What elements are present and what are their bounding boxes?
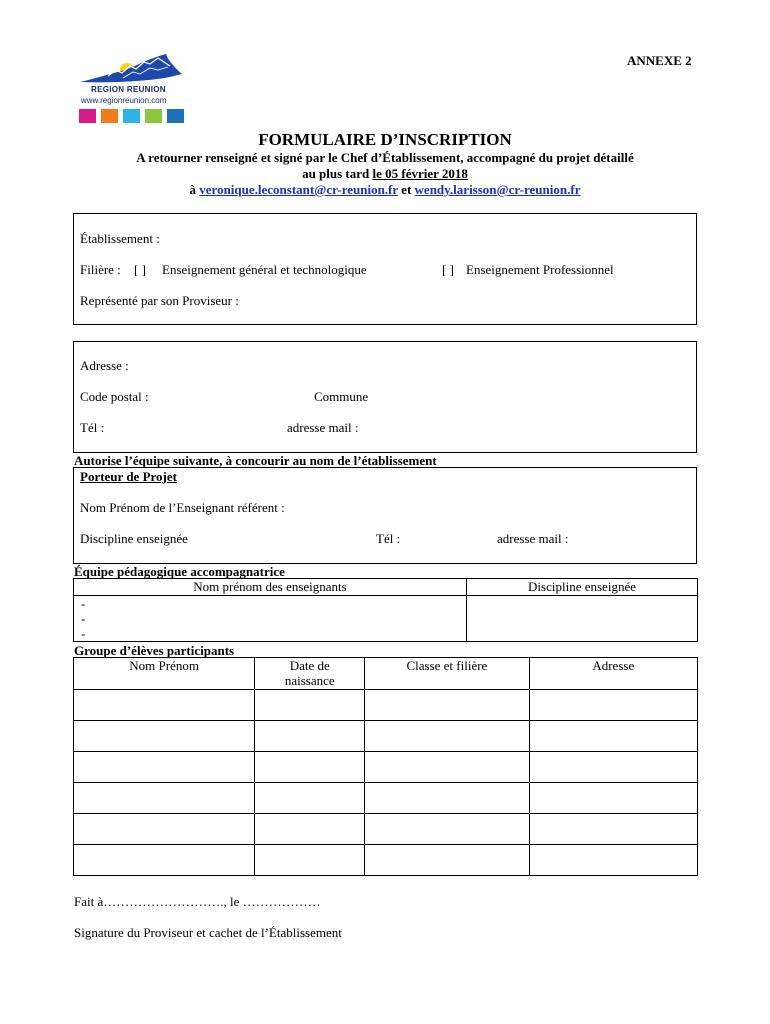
table-cell[interactable]: [255, 845, 365, 876]
table-cell[interactable]: [529, 721, 697, 752]
email-prefix: à: [189, 182, 200, 197]
table-cell[interactable]: [365, 845, 529, 876]
option-general: Enseignement général et technologique: [162, 262, 367, 277]
dash-3: -: [81, 626, 86, 641]
table-cell[interactable]: [365, 814, 529, 845]
equipe-cell-nom[interactable]: [74, 596, 467, 642]
autorise-heading: Autorise l’équipe suivante, à concourir au nom de l’établissement: [74, 453, 437, 468]
fait-a-line: Fait à………………………., le ………………: [74, 894, 321, 909]
porteur-tel-label: Tél :: [376, 531, 401, 546]
color-square-magenta: [79, 109, 96, 123]
table-cell[interactable]: [529, 783, 697, 814]
etablissement-label: Établissement :: [80, 231, 160, 246]
email-link-wendy[interactable]: wendy.larisson@cr-reunion.fr: [414, 182, 581, 197]
logo-url: www.regionreunion.com: [81, 96, 167, 105]
email-separator: et: [397, 182, 415, 197]
eleves-header-adresse: Adresse: [529, 658, 697, 690]
table-cell[interactable]: [255, 783, 365, 814]
table-cell[interactable]: [74, 690, 255, 721]
table-cell[interactable]: [365, 690, 529, 721]
table-row: [74, 845, 698, 876]
table-cell[interactable]: [255, 721, 365, 752]
signature-line: Signature du Proviseur et cachet de l’Établissement: [74, 925, 342, 940]
eleves-header-date: Date de naissance: [255, 658, 365, 690]
table-cell[interactable]: [365, 752, 529, 783]
checkbox-professionnel[interactable]: [ ]: [442, 262, 454, 277]
logo-title: REGION REUNION: [91, 85, 166, 94]
color-square-orange: [101, 109, 118, 123]
filiere-label: Filière :: [80, 262, 121, 277]
table-row: [74, 690, 698, 721]
mail-label: adresse mail :: [287, 420, 359, 435]
table-cell[interactable]: [74, 721, 255, 752]
table-cell[interactable]: [74, 845, 255, 876]
deadline-prefix: au plus tard: [302, 166, 373, 181]
table-cell[interactable]: [529, 845, 697, 876]
table-cell[interactable]: [74, 783, 255, 814]
discipline-label: Discipline enseignée: [80, 531, 188, 546]
checkbox-general[interactable]: [ ]: [134, 262, 146, 277]
adresse-label: Adresse :: [80, 358, 129, 373]
table-cell[interactable]: [255, 752, 365, 783]
represente-label: Représenté par son Proviseur :: [80, 293, 239, 308]
eleves-table: [73, 657, 698, 876]
instructions-line2: [0, 166, 770, 182]
equipe-heading: Équipe pédagogique accompagnatrice: [74, 564, 285, 579]
table-cell[interactable]: [255, 690, 365, 721]
enseignant-referent-label: Nom Prénom de l’Enseignant référent :: [80, 500, 285, 515]
table-cell[interactable]: [365, 721, 529, 752]
form-title: FORMULAIRE D’INSCRIPTION: [258, 130, 512, 149]
table-row: [74, 783, 698, 814]
equipe-table: [73, 578, 698, 642]
dash-1: -: [81, 596, 86, 611]
table-row: [74, 721, 698, 752]
table-cell[interactable]: [529, 752, 697, 783]
adresse-box: [73, 341, 697, 453]
equipe-cell-discipline[interactable]: [467, 596, 698, 642]
dash-2: -: [81, 611, 86, 626]
annexe-label: ANNEXE 2: [627, 53, 692, 68]
email-link-veronique[interactable]: veronique.leconstant@cr-reunion.fr: [199, 182, 398, 197]
table-cell[interactable]: [529, 814, 697, 845]
groupe-heading: Groupe d’élèves participants: [74, 643, 235, 658]
table-cell[interactable]: [255, 814, 365, 845]
table-row: [74, 752, 698, 783]
mountain-logo-icon: [78, 52, 188, 86]
eleves-header-classe: Classe et filière: [365, 658, 529, 690]
color-square-cyan: [123, 109, 140, 123]
porteur-mail-label: adresse mail :: [497, 531, 569, 546]
equipe-header-discipline: Discipline enseignée: [467, 579, 698, 596]
table-cell[interactable]: [74, 752, 255, 783]
table-cell[interactable]: [365, 783, 529, 814]
instructions-line1: A retourner renseigné et signé par le Chef d’Établissement, accompagné du projet détaillé: [136, 150, 634, 165]
instructions-line3: [0, 182, 770, 198]
color-square-blue: [167, 109, 184, 123]
tel-label: Tél :: [80, 420, 105, 435]
equipe-header-nom: Nom prénom des enseignants: [74, 579, 467, 596]
eleves-header-nom: Nom Prénom: [74, 658, 255, 690]
table-cell[interactable]: [529, 690, 697, 721]
table-cell[interactable]: [74, 814, 255, 845]
porteur-heading: Porteur de Projet: [80, 469, 177, 484]
option-professionnel: Enseignement Professionnel: [466, 262, 614, 277]
color-square-green: [145, 109, 162, 123]
commune-label: Commune: [314, 389, 369, 404]
code-postal-label: Code postal :: [80, 389, 149, 404]
table-row: [74, 814, 698, 845]
deadline-date: le 05 février 2018: [372, 166, 468, 181]
